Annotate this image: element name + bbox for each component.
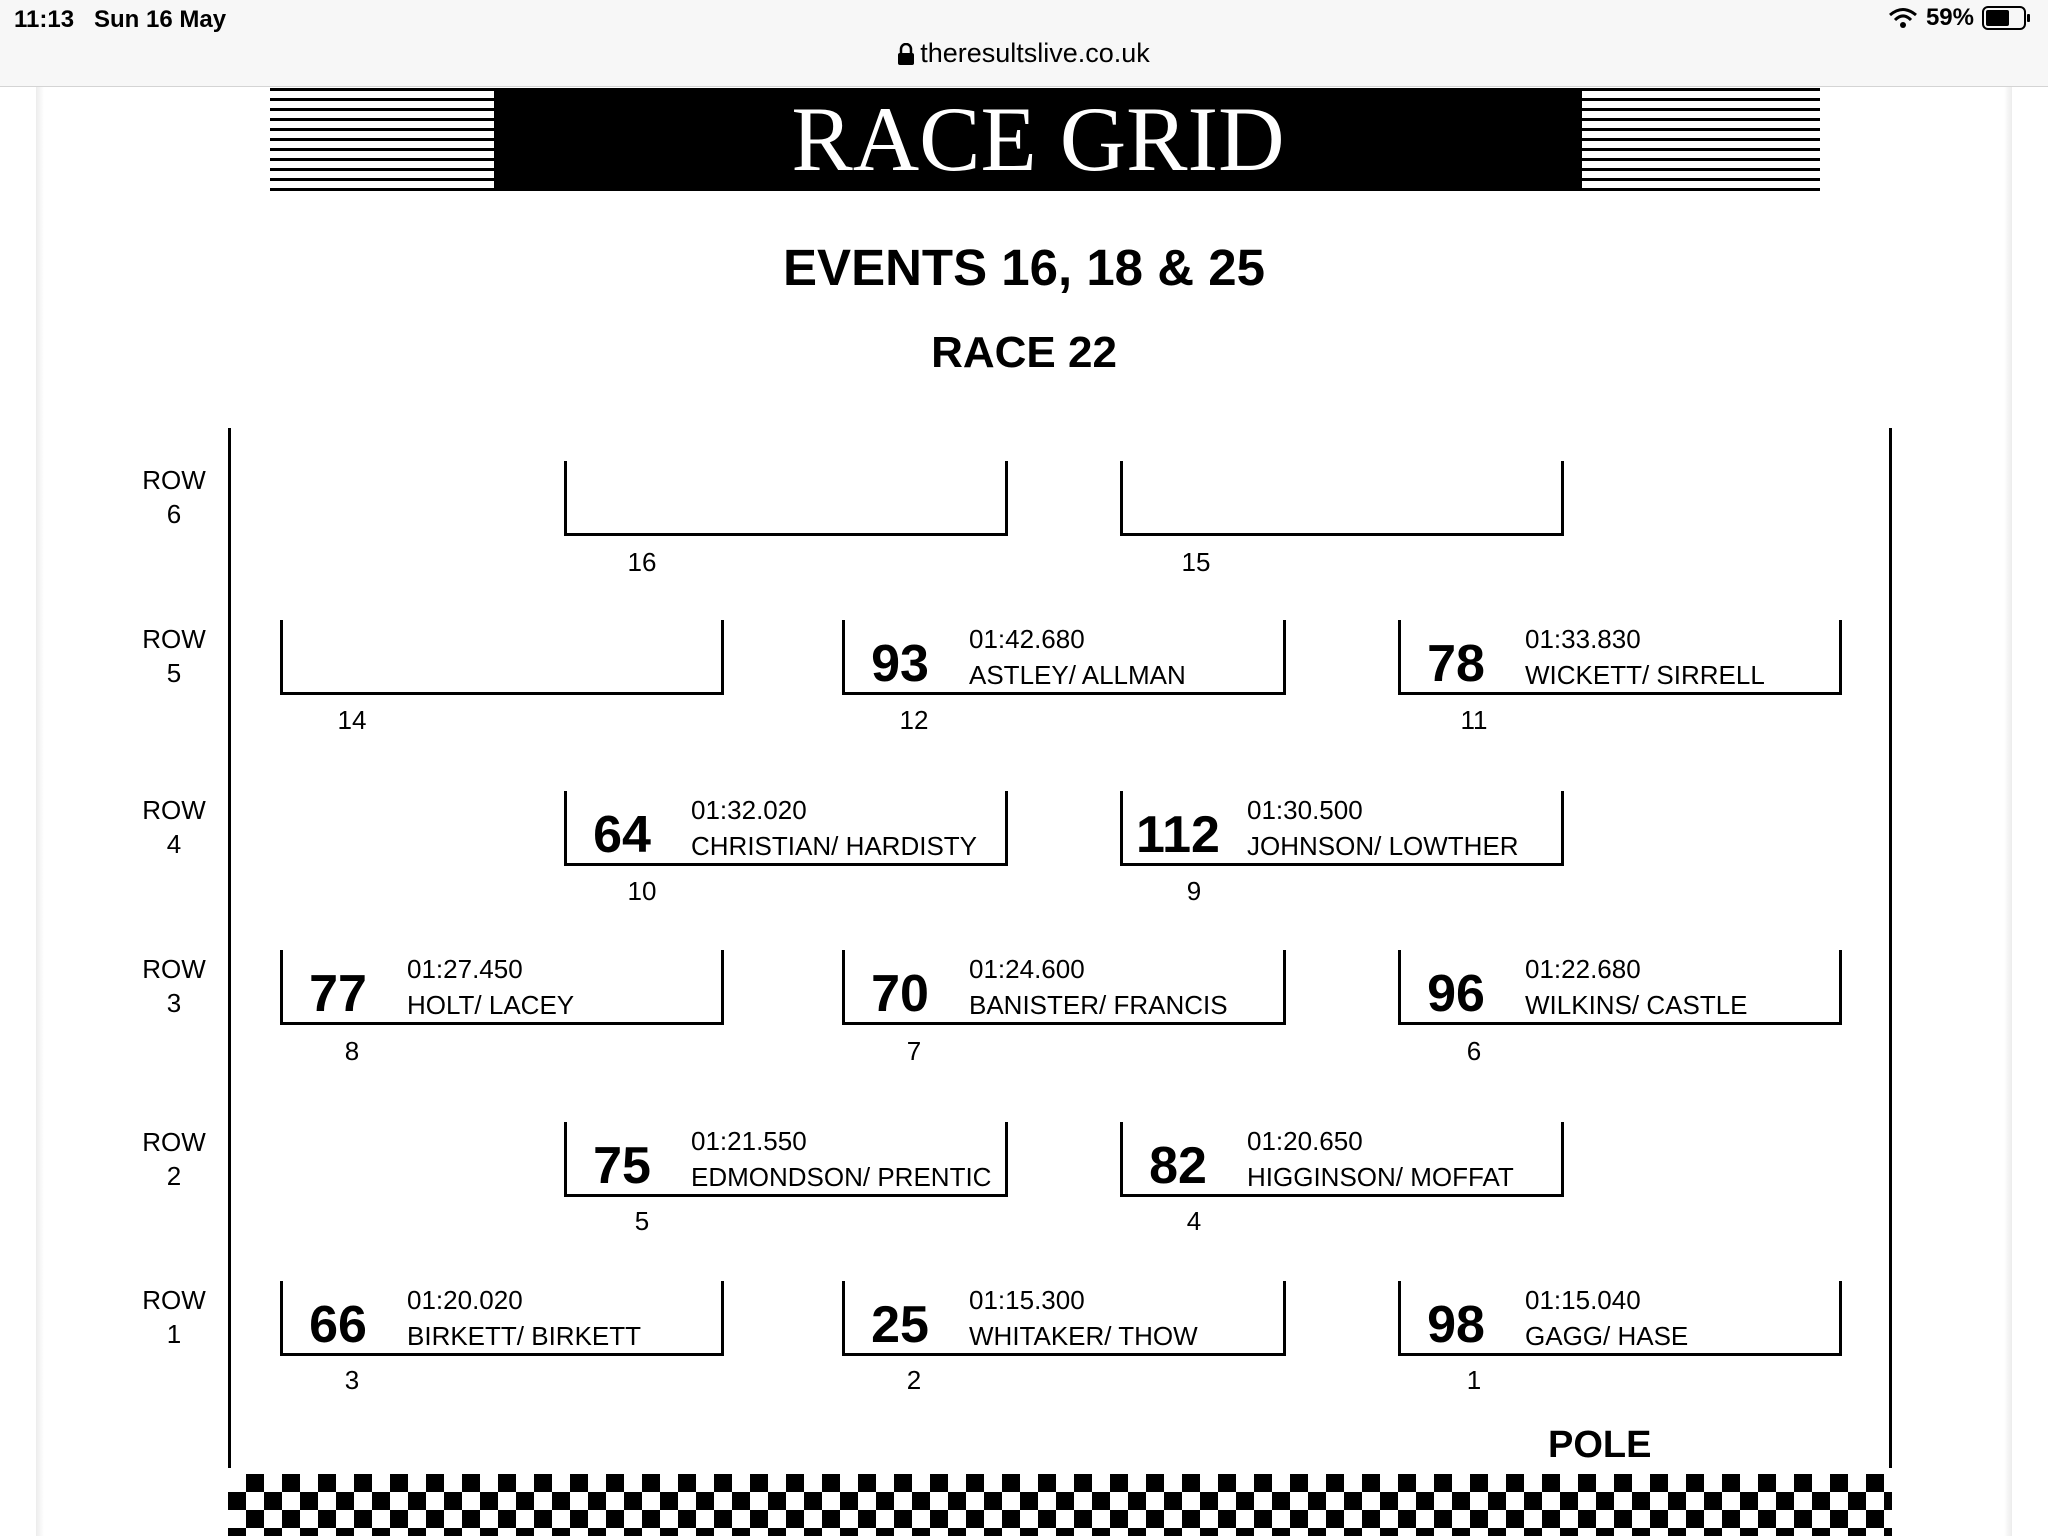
car-number: 98 xyxy=(1427,1296,1485,1354)
status-time: 11:13 xyxy=(14,6,75,33)
wifi-icon xyxy=(1888,7,1918,29)
chequered-start-line xyxy=(228,1474,1892,1536)
car-number: 96 xyxy=(1427,965,1485,1023)
driver-names: BANISTER/ FRANCIS xyxy=(969,990,1228,1020)
grid-slot-15 xyxy=(1120,461,1564,536)
car-number: 64 xyxy=(593,806,651,864)
banner-stripes-right xyxy=(1582,88,1820,191)
battery-percent: 59% xyxy=(1925,4,1974,31)
car-number: 70 xyxy=(871,965,929,1023)
track-left-line xyxy=(228,428,231,1468)
grid-slot-2 xyxy=(842,1281,1286,1356)
driver-names: JOHNSON/ LOWTHER xyxy=(1247,831,1519,861)
grid-slot-7 xyxy=(842,950,1286,1025)
grid-slot-5 xyxy=(564,1122,1008,1197)
status-bar xyxy=(0,0,2048,87)
car-number: 78 xyxy=(1427,635,1485,693)
url-text: theresultslive.co.uk xyxy=(920,38,1150,68)
driver-names: WICKETT/ SIRRELL xyxy=(1525,660,1765,690)
grid-slot-12 xyxy=(842,620,1286,695)
lap-time: 01:32.020 xyxy=(691,795,807,825)
page-edge-left xyxy=(36,87,44,1536)
grid-slot-14 xyxy=(280,620,724,695)
row-label-6: ROW 6 xyxy=(142,465,206,529)
pole-label: POLE xyxy=(1548,1424,1652,1466)
grid-position-16: 16 xyxy=(627,547,657,577)
grid-slot-8 xyxy=(280,950,724,1025)
lap-time: 01:20.650 xyxy=(1247,1126,1363,1156)
lap-time: 01:15.300 xyxy=(969,1285,1085,1315)
driver-names: HOLT/ LACEY xyxy=(407,990,575,1020)
driver-names: ASTLEY/ ALLMAN xyxy=(969,660,1186,690)
car-number: 112 xyxy=(1136,806,1220,864)
race-title: RACE 22 xyxy=(931,328,1117,377)
lap-time: 01:20.020 xyxy=(407,1285,523,1315)
lap-time: 01:33.830 xyxy=(1525,624,1641,654)
status-date: Sun 16 May xyxy=(94,6,227,33)
lap-time: 01:22.680 xyxy=(1525,954,1641,984)
driver-names: HIGGINSON/ MOFFAT xyxy=(1247,1162,1514,1192)
grid-position-12: 12 xyxy=(899,705,929,735)
status-indicators xyxy=(1888,4,2032,32)
grid-position-15: 15 xyxy=(1181,547,1211,577)
row-label-4: ROW 4 xyxy=(142,795,206,859)
car-number: 77 xyxy=(309,965,367,1023)
car-number: 66 xyxy=(309,1296,367,1354)
driver-names: WHITAKER/ THOW xyxy=(969,1321,1198,1351)
lock-icon xyxy=(898,43,914,65)
car-number: 75 xyxy=(593,1137,651,1195)
lap-time: 01:15.040 xyxy=(1525,1285,1641,1315)
driver-names: GAGG/ HASE xyxy=(1525,1321,1689,1351)
grid-position-10: 10 xyxy=(627,876,657,906)
grid-slot-9 xyxy=(1120,791,1564,866)
grid-position-6: 6 xyxy=(1466,1036,1482,1066)
lap-time: 01:21.550 xyxy=(691,1126,807,1156)
car-number: 82 xyxy=(1149,1137,1207,1195)
lap-time: 01:42.680 xyxy=(969,624,1085,654)
grid-slot-6 xyxy=(1398,950,1842,1025)
row-label-5: ROW 5 xyxy=(142,624,206,688)
battery-icon xyxy=(1982,6,2032,30)
row-label-2: ROW 2 xyxy=(142,1127,206,1191)
grid-slot-11 xyxy=(1398,620,1842,695)
grid-position-3: 3 xyxy=(344,1365,360,1395)
grid-position-5: 5 xyxy=(634,1206,650,1236)
grid-position-8: 8 xyxy=(344,1036,360,1066)
grid-position-11: 11 xyxy=(1460,705,1488,735)
grid-position-7: 7 xyxy=(906,1036,922,1066)
grid-position-2: 2 xyxy=(906,1365,922,1395)
events-title: EVENTS 16, 18 & 25 xyxy=(783,239,1265,296)
grid-slot-10 xyxy=(564,791,1008,866)
track-right-line xyxy=(1889,428,1892,1468)
page-banner: RACE GRID xyxy=(494,88,1582,191)
driver-names: CHRISTIAN/ HARDISTY xyxy=(691,831,978,861)
driver-names: BIRKETT/ BIRKETT xyxy=(407,1321,642,1351)
row-label-1: ROW 1 xyxy=(142,1285,206,1349)
lap-time: 01:27.450 xyxy=(407,954,523,984)
grid-slot-16 xyxy=(564,461,1008,536)
grid-position-9: 9 xyxy=(1186,876,1202,906)
car-number: 25 xyxy=(871,1296,929,1354)
grid-slot-4 xyxy=(1120,1122,1564,1197)
grid-slot-3 xyxy=(280,1281,724,1356)
grid-slot-1 xyxy=(1398,1281,1842,1356)
grid-position-4: 4 xyxy=(1186,1206,1202,1236)
driver-names: EDMONDSON/ PRENTIC xyxy=(691,1162,992,1192)
driver-names: WILKINS/ CASTLE xyxy=(1525,990,1748,1020)
lap-time: 01:30.500 xyxy=(1247,795,1363,825)
banner-stripes-left xyxy=(270,88,494,191)
address-bar[interactable] xyxy=(0,38,2048,69)
page-edge-right xyxy=(2004,87,2012,1536)
row-label-3: ROW 3 xyxy=(142,954,206,1018)
grid-position-14: 14 xyxy=(337,705,367,735)
grid-position-1: 1 xyxy=(1466,1365,1482,1395)
car-number: 93 xyxy=(871,635,929,693)
lap-time: 01:24.600 xyxy=(969,954,1085,984)
